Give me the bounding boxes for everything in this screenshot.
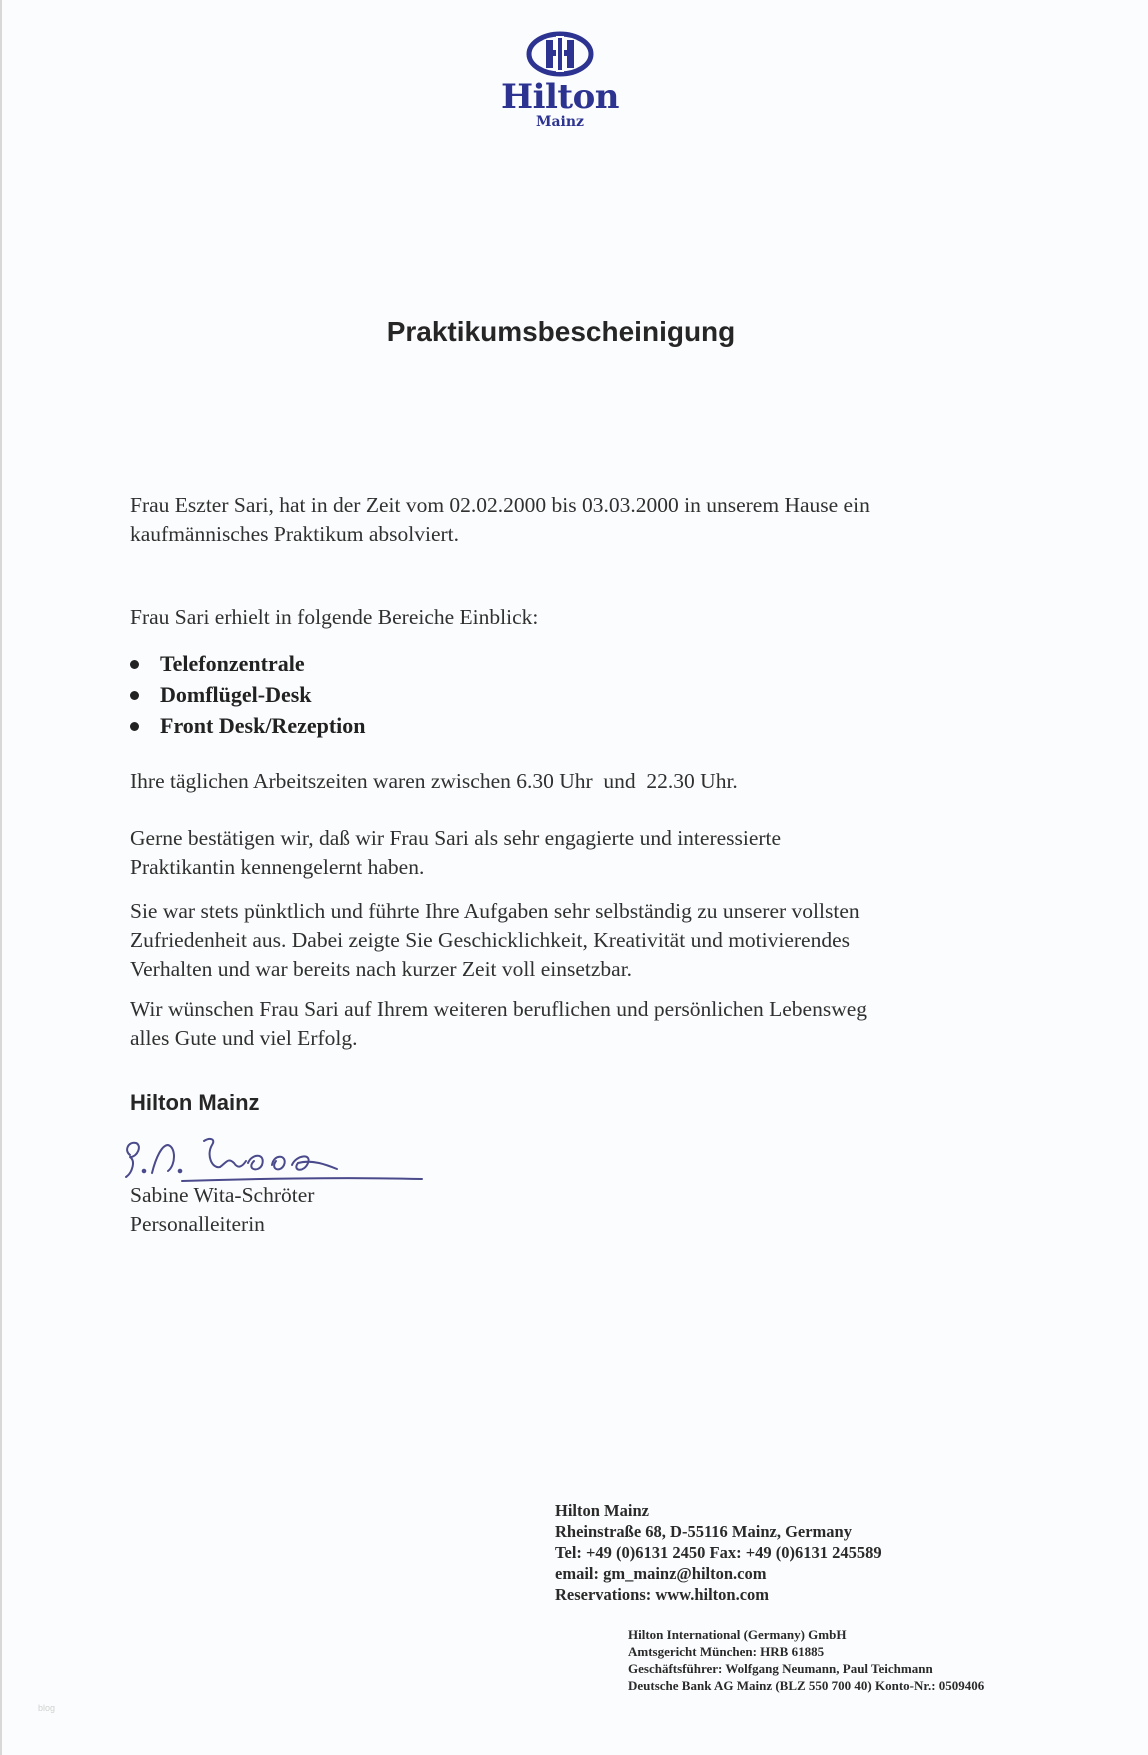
hours-text: Ihre täglichen Arbeitszeiten waren zwischen 6.30 Uhr und 22.30 Uhr. <box>130 769 738 793</box>
confirmation-line-2: Praktikantin kennengelernt haben. <box>130 855 425 879</box>
signer-name: Sabine Wita-Schröter <box>130 1183 315 1207</box>
list-item <box>128 648 366 679</box>
assessment-line-3: Verhalten und war bereits nach kurzer Zeit voll einsetzbar. <box>130 957 633 981</box>
list-item-label: Telefonzentrale <box>160 651 305 676</box>
footer-address-line: Rheinstraße 68, D-55116 Mainz, Germany <box>555 1522 852 1541</box>
hilton-emblem-icon <box>525 30 595 78</box>
footer-legal-line: Geschäftsführer: Wolfgang Neumann, Paul Teichmann <box>628 1661 933 1676</box>
bullet-icon <box>130 660 139 669</box>
hours-paragraph <box>130 767 1030 796</box>
footer-address <box>555 1500 882 1605</box>
logo-brand-name: Hilton <box>500 77 620 117</box>
footer-legal <box>628 1626 984 1694</box>
areas-intro: Frau Sari erhielt in folgende Bereiche Einblick: <box>130 605 539 629</box>
bullet-icon <box>130 691 139 700</box>
intro-paragraph <box>130 491 1030 549</box>
signer-block <box>130 1181 314 1239</box>
page-edge <box>0 0 2 1755</box>
list-item-label: Domflügel-Desk <box>160 682 312 707</box>
hilton-logo <box>490 30 630 130</box>
list-item-label: Front Desk/Rezeption <box>160 713 366 738</box>
confirmation-line-1: Gerne bestätigen wir, daß wir Frau Sari als sehr engagierte und interessierte <box>130 826 782 850</box>
assessment-line-1: Sie war stets pünktlich und führte Ihre Aufgaben sehr selbständig zu unserer vollsten <box>130 899 860 923</box>
assessment-line-2: Zufriedenheit aus. Dabei zeigte Sie Geschicklichkeit, Kreativität und motivierendes <box>130 928 850 952</box>
list-item <box>128 710 366 741</box>
intro-line-1: Frau Eszter Sari, hat in der Zeit vom 02.02.2000 bis 03.03.2000 in unserem Hause ein <box>130 493 870 517</box>
footer-legal-line: Hilton International (Germany) GmbH <box>628 1627 847 1642</box>
watermark-text: blog <box>38 1703 56 1713</box>
wishes-line-2: alles Gute und viel Erfolg. <box>130 1026 358 1050</box>
wishes-paragraph <box>130 995 1030 1053</box>
closing-company: Hilton Mainz <box>130 1090 260 1115</box>
footer-legal-line: Deutsche Bank AG Mainz (BLZ 550 700 40) Konto-Nr.: 0509406 <box>628 1678 985 1693</box>
page-title: Praktikumsbescheinigung <box>386 316 736 347</box>
footer-legal-line: Amtsgericht München: HRB 61885 <box>628 1644 825 1659</box>
bullet-icon <box>130 722 139 731</box>
footer-address-line: Reservations: www.hilton.com <box>555 1585 770 1604</box>
intro-line-2: kaufmännisches Praktikum absolviert. <box>130 522 459 546</box>
footer-address-line: Hilton Mainz <box>555 1501 649 1520</box>
footer-address-line: Tel: +49 (0)6131 2450 Fax: +49 (0)6131 245589 <box>555 1543 882 1562</box>
logo-location: Mainz <box>535 114 584 130</box>
assessment-paragraph <box>130 897 1030 984</box>
areas-list <box>128 648 366 741</box>
wishes-line-1: Wir wünschen Frau Sari auf Ihrem weiteren beruflichen und persönlichen Lebensweg <box>130 997 868 1021</box>
signer-role: Personalleiterin <box>130 1212 265 1236</box>
footer-address-line: email: gm_mainz@hilton.com <box>555 1564 767 1583</box>
confirmation-paragraph <box>130 824 1030 882</box>
list-item <box>128 679 366 710</box>
